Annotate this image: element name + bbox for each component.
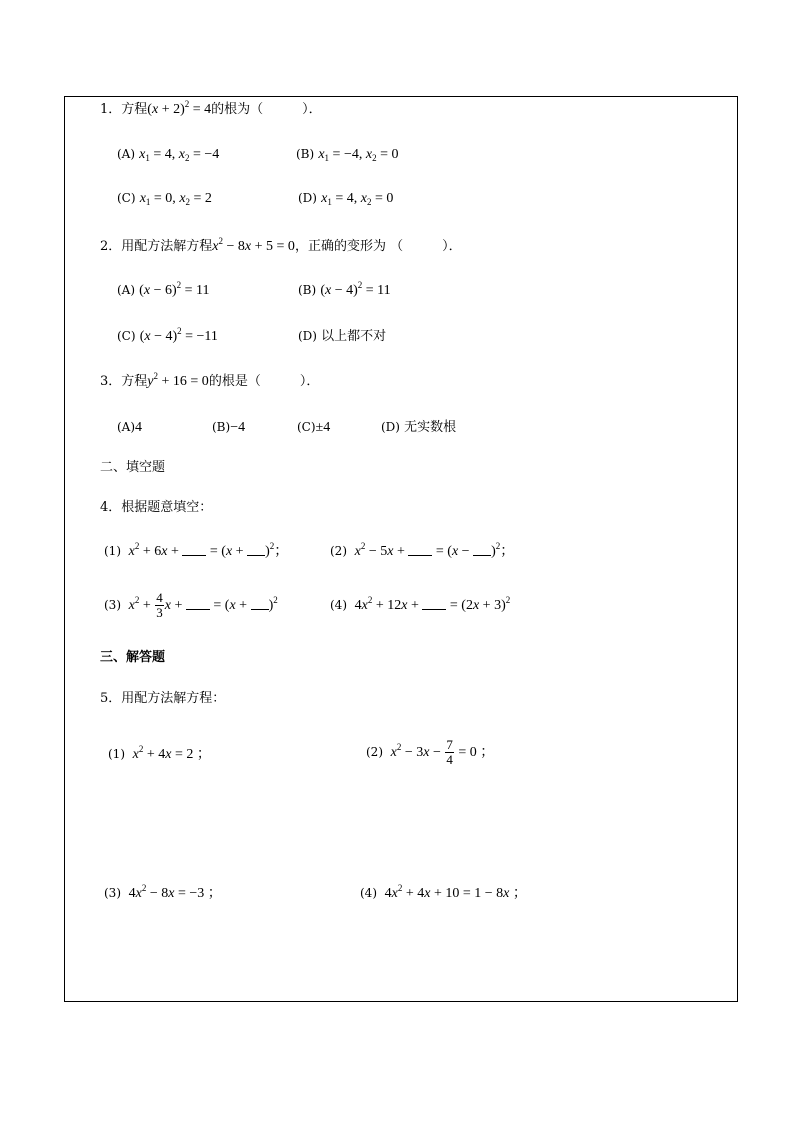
option-math: $(x - 4)^2 = 11$ <box>320 280 391 298</box>
option-d <box>381 419 456 436</box>
option-math: $(x - 4)^2 = -11$ <box>139 326 218 344</box>
option-text: ±4 <box>315 420 331 435</box>
item-label: (1) <box>104 544 121 558</box>
fill-item-2 <box>330 543 514 560</box>
fill-item-1 <box>104 543 288 560</box>
solve-item-3 <box>104 885 222 902</box>
solve-item-2 <box>366 732 494 773</box>
fraction-7-4: $\frac{7}{4}$ <box>446 737 453 768</box>
option-label: (C) <box>297 420 316 434</box>
item-label: (3) <box>104 598 121 612</box>
question-prefix: 方程 <box>121 102 148 117</box>
item-label: (2) <box>366 745 383 759</box>
item-label: (2) <box>330 544 347 558</box>
option-b <box>298 282 391 299</box>
item-math: $4x^2 - 8x = -3$ ； <box>125 883 222 901</box>
fill-item-4 <box>330 597 510 614</box>
section-heading-solve: 三、解答题 <box>100 650 166 665</box>
option-d <box>298 328 386 345</box>
option-math: $(x - 6)^2 = 11$ <box>139 280 210 298</box>
option-a <box>117 146 219 163</box>
question-5-title: 5．用配方法解方程： <box>100 691 226 706</box>
question-suffix: 的根是（ ）． <box>208 374 320 389</box>
option-math: $x_1 = 0$, $x_2 = 2$ <box>139 191 212 207</box>
option-label: (A) <box>117 147 136 161</box>
item-label: (4) <box>360 886 377 900</box>
option-label: (C) <box>117 329 136 343</box>
item-math: $4x^2 + 12x$ + = $(2x + 3)^2$ <box>351 595 511 613</box>
option-c <box>297 419 330 436</box>
option-label: (B) <box>212 420 231 434</box>
question-number: 3． <box>100 374 122 389</box>
question-2 <box>100 236 462 255</box>
question-suffix: ，正确的变形为 （ ）． <box>294 239 462 254</box>
option-text: 4 <box>135 420 143 435</box>
equation: $(x + 2)^2 = 4$ <box>147 99 212 117</box>
option-text: 无实数根 <box>404 420 457 435</box>
fill-item-3 <box>104 590 278 621</box>
question-suffix: 的根为（ ）． <box>211 102 322 117</box>
option-b <box>212 419 245 436</box>
option-text: −4 <box>230 420 246 435</box>
item-math: $x^2 + 4x = 2$ ； <box>132 744 211 762</box>
question-prefix: 方程 <box>121 374 148 389</box>
question-1 <box>100 99 322 118</box>
question-number: 2． <box>100 239 122 254</box>
option-label: (C) <box>117 191 136 205</box>
equation: $x^2 - 8x + 5 = 0$ <box>212 236 295 254</box>
item-math: $4x^2 + 4x + 10 = 1 - 8x$ ； <box>381 883 527 901</box>
option-c <box>117 328 218 345</box>
option-a <box>117 282 210 299</box>
option-label: (B) <box>298 283 317 297</box>
option-label: (D) <box>298 329 317 343</box>
item-label: (3) <box>104 886 121 900</box>
item-label: (4) <box>330 598 347 612</box>
question-4-title: 4．根据题意填空： <box>100 500 213 515</box>
item-math: $x^2 - 3x$ − $\frac{7}{4}$ = 0 ； <box>390 737 495 768</box>
option-label: (A) <box>117 283 136 297</box>
option-label: (D) <box>381 420 400 434</box>
question-number: 1． <box>100 102 122 117</box>
option-math: $x_1 = 4$, $x_2 = -4$ <box>139 147 220 163</box>
item-math: $x^2 - 5x$ + = $(x - )^2$； <box>354 541 515 559</box>
item-label: (1) <box>108 747 125 761</box>
option-a <box>117 419 142 436</box>
option-label: (A) <box>117 420 136 434</box>
question-3 <box>100 371 320 390</box>
fraction-4-3: $\frac{4}{3}$ <box>156 590 163 621</box>
section-heading-fill-in: 二、填空题 <box>100 460 166 475</box>
question-prefix: 用配方法解方程 <box>121 239 213 254</box>
option-math: $x_1 = -4$, $x_2 = 0$ <box>318 147 399 163</box>
solve-item-1 <box>108 746 211 763</box>
equation: $y^2 + 16 = 0$ <box>147 371 209 389</box>
option-label: (B) <box>296 147 315 161</box>
option-text: 以上都不对 <box>321 329 387 344</box>
option-c <box>117 190 212 207</box>
item-math: $x^2 + 6x$ + = $(x + )^2$； <box>128 541 289 559</box>
item-math: $x^2$ + $\frac{4}{3}$ x + = $(x + )^2$ <box>128 590 278 621</box>
option-label: (D) <box>298 191 317 205</box>
option-b <box>296 146 398 163</box>
option-d <box>298 190 393 207</box>
option-math: $x_1 = 4$, $x_2 = 0$ <box>321 191 394 207</box>
solve-item-4 <box>360 885 527 902</box>
